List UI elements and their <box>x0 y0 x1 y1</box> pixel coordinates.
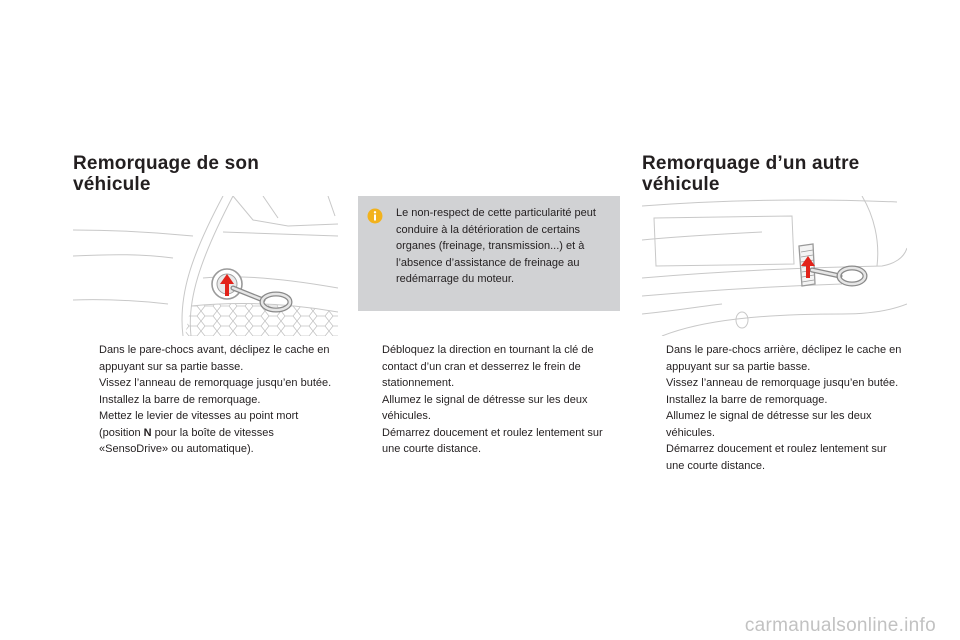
list-item: Installez la barre de remorquage. <box>99 393 261 406</box>
preparation-steps <box>358 342 624 458</box>
info-icon <box>367 208 383 224</box>
list-item: Allumez le signal de détresse sur les deux véhicules. <box>666 410 872 439</box>
step-text: Mettez le levier de vitesses au point mort (position <box>99 410 299 439</box>
rear-towing-steps <box>642 342 904 474</box>
list-item: Démarrez doucement et roulez lentement sur une courte distance. <box>666 443 887 472</box>
step-text: pour la boîte de vitesses «SensoDrive» ou automatique). <box>99 426 274 455</box>
list-item: Dans le pare-chocs avant, déclipez le cache en appuyant sur sa partie basse. <box>99 344 330 373</box>
rear-bumper-towing-eye-illustration <box>642 196 907 336</box>
rear-towing-title <box>642 153 859 195</box>
list-item: Démarrez doucement et roulez lentement sur une courte distance. <box>382 426 603 455</box>
front-towing-title-line1: Remorquage de son <box>73 153 260 174</box>
front-bumper-towing-eye-illustration <box>73 196 338 336</box>
warning-info-text: Le non-respect de cette particularité peut conduire à la détérioration de certains organes (freinage, transmission...) et à l’absence d’assistance de freinage au redémarrage du moteur. <box>396 207 596 285</box>
front-towing-title <box>73 153 259 195</box>
list-item: Dans le pare-chocs arrière, déclipez le cache en appuyant sur sa partie basse. <box>666 344 902 373</box>
list-item: Débloquez la direction en tournant la clé de contact d’un cran et desserrez le frein de stationnement. <box>382 344 594 389</box>
list-item: Vissez l’anneau de remorquage jusqu’en butée. <box>666 377 899 389</box>
rear-towing-title-line1: Remorquage d’un autre <box>642 153 860 174</box>
neutral-position-label: N <box>143 426 152 439</box>
list-item: Installez la barre de remorquage. <box>666 393 828 406</box>
front-towing-title-line2: véhicule <box>73 174 151 195</box>
list-item <box>75 408 337 458</box>
list-item: Allumez le signal de détresse sur les deux véhicules. <box>382 393 588 422</box>
front-towing-steps <box>75 342 337 458</box>
rear-towing-title-line2: véhicule <box>642 174 720 195</box>
watermark: carmanualsonline.info <box>744 615 936 636</box>
warning-info-box <box>358 196 620 311</box>
list-item: Vissez l’anneau de remorquage jusqu’en butée. <box>99 377 332 389</box>
